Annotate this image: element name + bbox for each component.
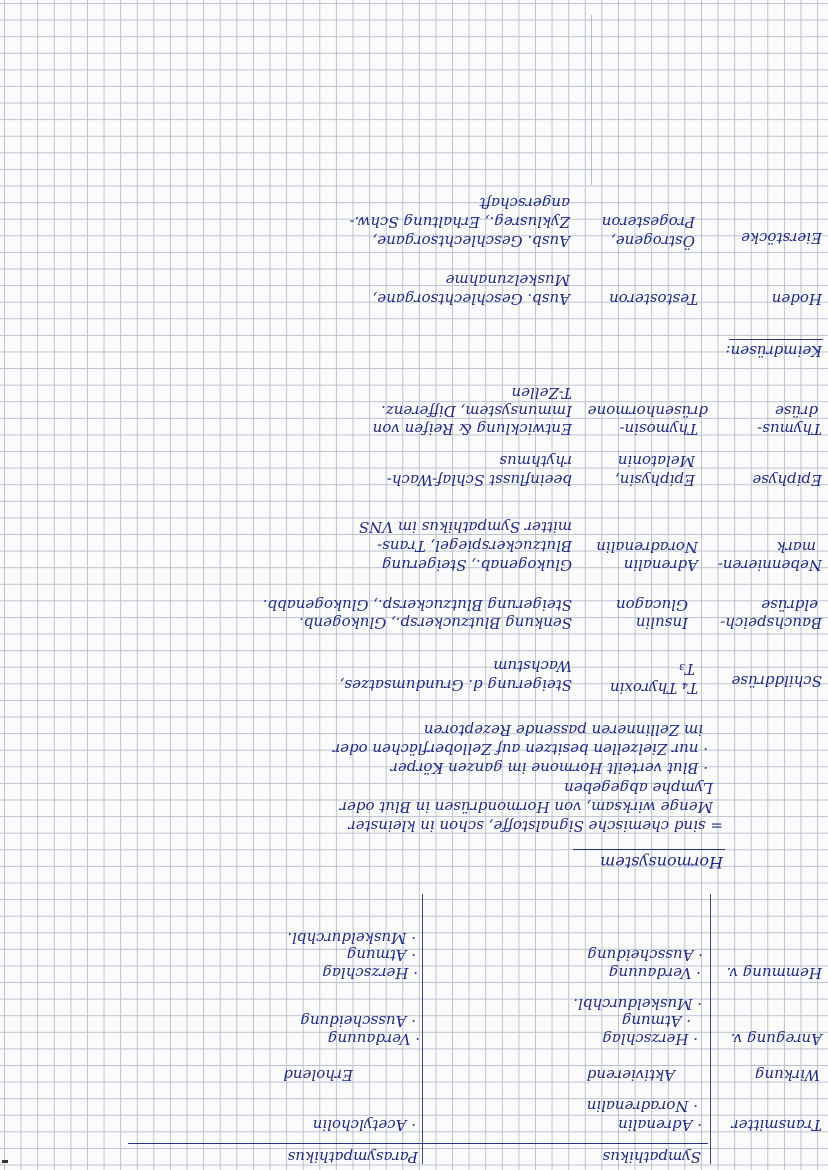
schilddruese-effect-1: Steigerung d. Grundumsatzes, <box>339 676 572 694</box>
gland-thymusdruese-2: drüse <box>774 402 818 420</box>
nebennierenmark-effect-1: Glukogenab., Steigerung <box>381 556 572 574</box>
bauchspeicheldruese-hormone-1: Insulin <box>635 614 688 632</box>
gland-eierstoecke: Eierstöcke <box>741 229 822 247</box>
definition-line-6: im Zellinneren passende Rezeptoren <box>423 721 703 739</box>
schilddruese-hormone-2: T₃ <box>678 660 695 678</box>
eierstoecke-hormone-1: Östrogene, <box>610 232 695 250</box>
symp-transmitter-2: · Noradrenalin <box>586 1097 698 1115</box>
keimdruesen-underline <box>729 339 823 340</box>
eierstoecke-effect-1: Ausb. Geschlechtsorgane, <box>372 232 570 250</box>
para-anregung-2: · Ausscheidung <box>300 1012 416 1030</box>
bauchspeicheldruese-effect-1: Senkung Blutzuckersp., Glukogenb. <box>299 614 572 632</box>
eierstoecke-effect-2: Zyklusreg., Erhaltung Schw.- <box>349 213 570 231</box>
margin-line <box>591 15 592 185</box>
nebennierenmark-hormone-1: Adrenalin <box>623 556 698 574</box>
table-header-rule <box>128 1143 708 1144</box>
epiphyse-hormone-2: Melatonin <box>617 452 695 470</box>
symp-wirkung: Aktivierend <box>586 1066 675 1084</box>
table-divider-middle <box>422 894 423 1164</box>
epiphyse-effect-2: rhythmus <box>499 452 572 470</box>
epiphyse-effect-1: beeinflusst Schlaf-Wach- <box>386 471 572 489</box>
para-anregung-1: · Verdauung <box>327 1030 420 1048</box>
para-transmitter-1: · Acetylcholin <box>312 1116 416 1134</box>
nebennierenmark-effect-3: mitter Sympathikus im VNS <box>358 518 572 536</box>
epiphyse-hormone-1: Epiphysin, <box>614 471 695 489</box>
row-label-wirkung: Wirkung <box>754 1066 820 1084</box>
thymusdruese-effect-2: Immunsystem, Differenz. <box>381 402 572 420</box>
keimdruesen-heading: Keimdrüsen: <box>725 342 822 360</box>
para-wirkung: Erholend <box>283 1066 353 1084</box>
hoden-effect-1: Ausb. Geschlechtsorgane, <box>372 290 570 308</box>
thymusdruese-effect-1: Entwicklung & Reifen von <box>372 420 572 438</box>
header-parasympathikus: Parasympathikus <box>287 1148 418 1166</box>
gland-nebennierenmark-1: Nebennieren- <box>717 556 822 574</box>
row-label-transmitter: Transmitter <box>731 1116 822 1134</box>
schilddruese-hormone-1: T₄ Thyroxin <box>609 679 698 697</box>
symp-hemmung-2: · Ausscheidung <box>587 946 703 964</box>
nebennierenmark-hormone-2: Noradrenalin <box>596 538 698 556</box>
gland-bauchspeicheldruese-2: eldrüse <box>761 596 818 614</box>
symp-hemmung-1: · Verdauung <box>608 964 701 982</box>
hormonsystem-heading: Hormonsystem <box>600 853 723 872</box>
bauchspeicheldruese-effect-2: Steigerung Blutzuckersp., Glukogenabb. <box>262 596 572 614</box>
header-sympathikus: Sympathikus <box>602 1148 701 1166</box>
definition-line-1: = sind chemische Signalstoffe, schon in kleinster <box>348 817 723 835</box>
gland-epiphyse: Epiphyse <box>752 471 822 489</box>
hormonsystem-heading-underline <box>573 849 725 850</box>
eierstoecke-hormone-2: Progesteron <box>601 213 695 231</box>
definition-line-5: · nur Zielzellen besitzen auf Zelloberflächen oder <box>332 740 708 758</box>
symp-transmitter-1: · Adrenalin <box>618 1116 702 1134</box>
nebennierenmark-effect-2: Blutzuckerspiegel, Trans- <box>377 537 572 555</box>
hoden-hormone-1: Testosteron <box>609 290 698 308</box>
gland-hoden: Hoden <box>771 290 822 308</box>
thymusdruese-effect-3: T-Zellen <box>511 384 572 402</box>
definition-line-2: Menge wirksam, von Hormondrüsen in Blut oder <box>339 798 713 816</box>
thymusdruese-hormone-1: Thymosin- <box>619 420 698 438</box>
schilddruese-effect-2: Wachstum <box>493 657 572 675</box>
hoden-effect-2: Muskelzunahme <box>445 271 570 289</box>
gland-thymusdruese-1: Thymus- <box>757 420 822 438</box>
gland-bauchspeicheldruese-1: Bauchspeich- <box>720 614 822 632</box>
para-hemmung-1: · Herzschlag <box>322 964 418 982</box>
symp-anregung-1: · Herzschlag <box>602 1030 698 1048</box>
row-label-anregung: Anregung v. <box>730 1030 822 1048</box>
gland-schilddruese: Schilddrüse <box>731 672 822 690</box>
para-hemmung-3: · Muskeldurchbl. <box>287 929 416 947</box>
definition-line-4: · Blut verteilt Hormone im ganzen Körper <box>390 759 708 777</box>
para-hemmung-2: · Atmung <box>346 946 416 964</box>
bauchspeicheldruese-hormone-2: Glucagon <box>615 596 688 614</box>
symp-anregung-2: · Atmung <box>621 1012 691 1030</box>
row-label-hemmung: Hemmung v. <box>726 964 822 982</box>
thymusdruese-hormone-2: drüsenhormone <box>587 402 708 420</box>
symp-anregung-3: · Muskeldurchbl. <box>573 995 702 1013</box>
table-divider-left <box>710 894 711 1164</box>
eierstoecke-effect-3: angerschaft <box>479 194 570 212</box>
definition-line-3: Lymphe abgegeben <box>564 779 713 797</box>
gland-nebennierenmark-2: mark <box>776 538 816 556</box>
